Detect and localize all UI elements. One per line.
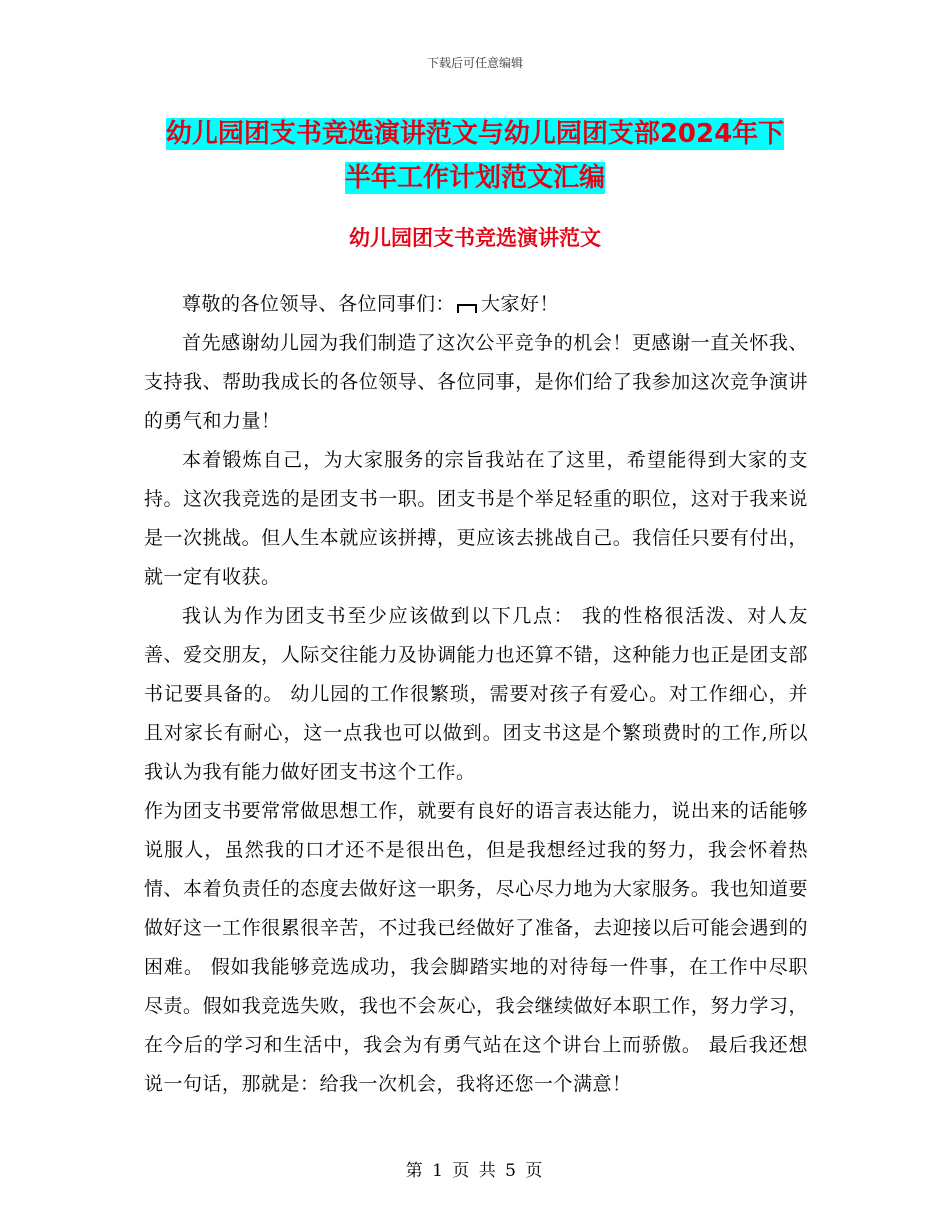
section-title: 幼儿园团支书竞选演讲范文 bbox=[349, 226, 601, 250]
document-body bbox=[144, 285, 808, 1104]
paragraph-commitment: 作为团支书要常常做思想工作，就要有良好的语言表达能力，说出来的话能够说服人，虽然我的口才还不是很出色，但是我想经过我的努力，我会怀着热情、本着负责任的态度去做好这一职务，尽心尽力地为大家服务。我也知道要做好这一工作很累很辛苦，不过我已经做好了准备，去迎接以后可能会遇到的困难。 假如我能够竞选成功，我会脚踏实地的对待每一件事，在工作中尽职尽责。假如我竞选失败，我也不会灰心，我会继续做好本职工作，努力学习，在今后的学习和生活中，我会为有勇气站在这个讲台上而骄傲。 最后我还想说一句话，那就是：给我一次机会，我将还您一个满意！ bbox=[144, 800, 808, 1095]
bracket-mark-icon bbox=[457, 304, 477, 313]
paragraph-purpose: 本着锻炼自己，为大家服务的宗旨我站在了这里，希望能得到大家的支持。这次我竞选的是团支书一职。团支书是个举足轻重的职位，这对于我来说是一次挑战。但人生本就应该拼搏，更应该去挑战自己。我信任只要有付出，就一定有收获。 bbox=[144, 449, 808, 588]
header-note: 下载后可任意编辑 bbox=[426, 56, 523, 70]
greeting-salutation: 尊敬的各位领导、各位同事们： bbox=[182, 293, 456, 315]
greeting-paragraph bbox=[144, 285, 808, 324]
page-number-footer: 第 1 页 共 5 页 bbox=[405, 1161, 545, 1181]
title-line-1: 幼儿园团支书竞选演讲范文与幼儿园团支部2024年下 bbox=[165, 119, 785, 149]
document-title bbox=[130, 112, 820, 200]
paragraph-qualities: 我认为作为团支书至少应该做到以下几点： 我的性格很活泼、对人友善、爱交朋友，人际交往能力及协调能力也还算不错，这种能力也正是团支部书记要具备的。 幼儿园的工作很繁琐，需要对孩子有爱心。对工作细心，并且对家长有耐心，这一点我也可以做到。团支书这是个繁琐费时的工作,所以我认为我有能力做好团支书这个工作。 bbox=[144, 605, 808, 783]
title-line-2: 半年工作计划范文汇编 bbox=[344, 163, 605, 193]
paragraph-thanks: 首先感谢幼儿园为我们制造了这次公平竞争的机会！更感谢一直关怀我、支持我、帮助我成长的各位领导、各位同事，是你们给了我参加这次竞争演讲的勇气和力量！ bbox=[144, 332, 808, 432]
greeting-hello: 大家好！ bbox=[481, 293, 560, 315]
